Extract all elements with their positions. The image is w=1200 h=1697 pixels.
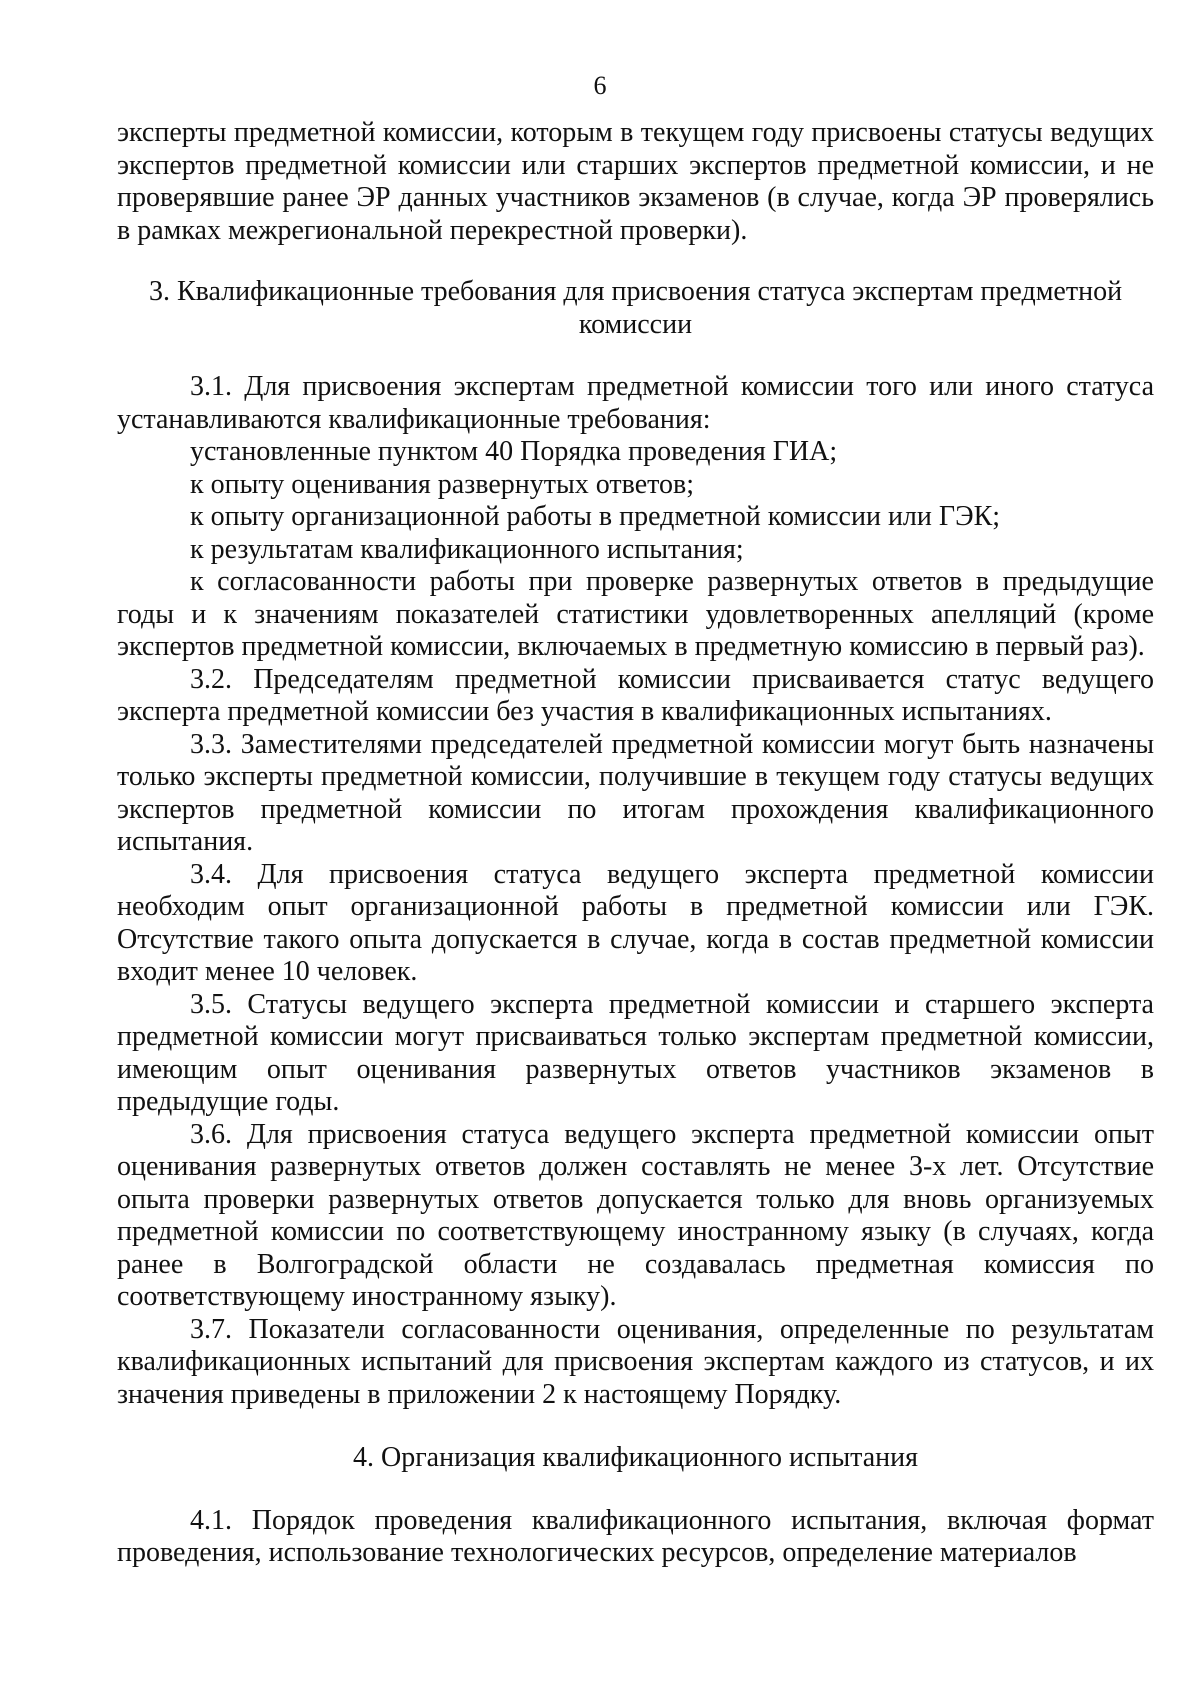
- requirement-item: к опыту организационной работы в предметной комиссии или ГЭК;: [190, 501, 1001, 532]
- requirement-item: к результатам квалификационного испытания;: [190, 533, 744, 565]
- section-3-heading: 3. Квалификационные требования для присвоения статуса экспертам предметной комиссии: [148, 276, 1123, 340]
- requirement-item: установленные пунктом 40 Порядка проведения ГИА;: [190, 436, 838, 467]
- page-content: [117, 117, 1154, 1570]
- paragraph-3-6: 3.6. Для присвоения статуса ведущего эксперта предметной комиссии опыт оценивания развернутых ответов должен составлять не менее 3-х лет. Отсутствие опыта проверки развернутых ответов допускается только для вновь организуемых предметной комиссии по соответствующему иностранному языку (в случаях, когда ранее в Волгоградской области не создавалась предметная комиссия по соответствующему иностранному языку).: [117, 1118, 1154, 1312]
- paragraph-4-1: 4.1. Порядок проведения квалификационного испытания, включая формат проведения, использование технологических ресурсов, определение материалов: [117, 1504, 1154, 1568]
- requirement-item: к согласованности работы при проверке развернутых ответов в предыдущие годы и к значениям показателей статистики удовлетворенных апелляций (кроме экспертов предметной комиссии, включаемых в предметную комиссию в первый раз).: [117, 566, 1154, 662]
- paragraph-3-1: 3.1. Для присвоения экспертам предметной комиссии того или иного статуса устанавливаются квалификационные требования:: [117, 371, 1154, 435]
- paragraph-continued: эксперты предметной комиссии, которым в текущем году присвоены статусы ведущих экспертов предметной комиссии или старших экспертов предметной комиссии, и не проверявшие ранее ЭР данных участников экзаменов (в случае, когда ЭР проверялись в рамках межрегиональной перекрестной проверки).: [117, 117, 1154, 246]
- paragraph-3-4: 3.4. Для присвоения статуса ведущего эксперта предметной комиссии необходим опыт организационной работы в предметной комиссии или ГЭК. Отсутствие такого опыта допускается в случае, когда в состав предметной комиссии входит менее 10 человек.: [117, 858, 1154, 987]
- paragraph-3-3: 3.3. Заместителями председателей предметной комиссии могут быть назначены только эксперты предметной комиссии, получившие в текущем году статусы ведущих экспертов предметной комиссии по итогам прохождения квалификационного испытания.: [117, 728, 1154, 857]
- section-4-heading: 4. Организация квалификационного испытания: [352, 1442, 919, 1473]
- paragraph-3-7: 3.7. Показатели согласованности оценивания, определенные по результатам квалификационных испытаний для присвоения экспертам каждого из статусов, и их значения приведены в приложении 2 к настоящему Порядку.: [117, 1313, 1154, 1410]
- paragraph-3-5: 3.5. Статусы ведущего эксперта предметной комиссии и старшего эксперта предметной комиссии могут присваиваться только экспертам предметной комиссии, имеющим опыт оценивания развернутых ответов участников экзаменов в предыдущие годы.: [117, 988, 1154, 1117]
- page-number: 6: [593, 71, 607, 100]
- requirement-item: к опыту оценивания развернутых ответов;: [190, 468, 694, 500]
- paragraph-3-2: 3.2. Председателям предметной комиссии присваивается статус ведущего эксперта предметной комиссии без участия в квалификационных испытаниях.: [117, 663, 1154, 727]
